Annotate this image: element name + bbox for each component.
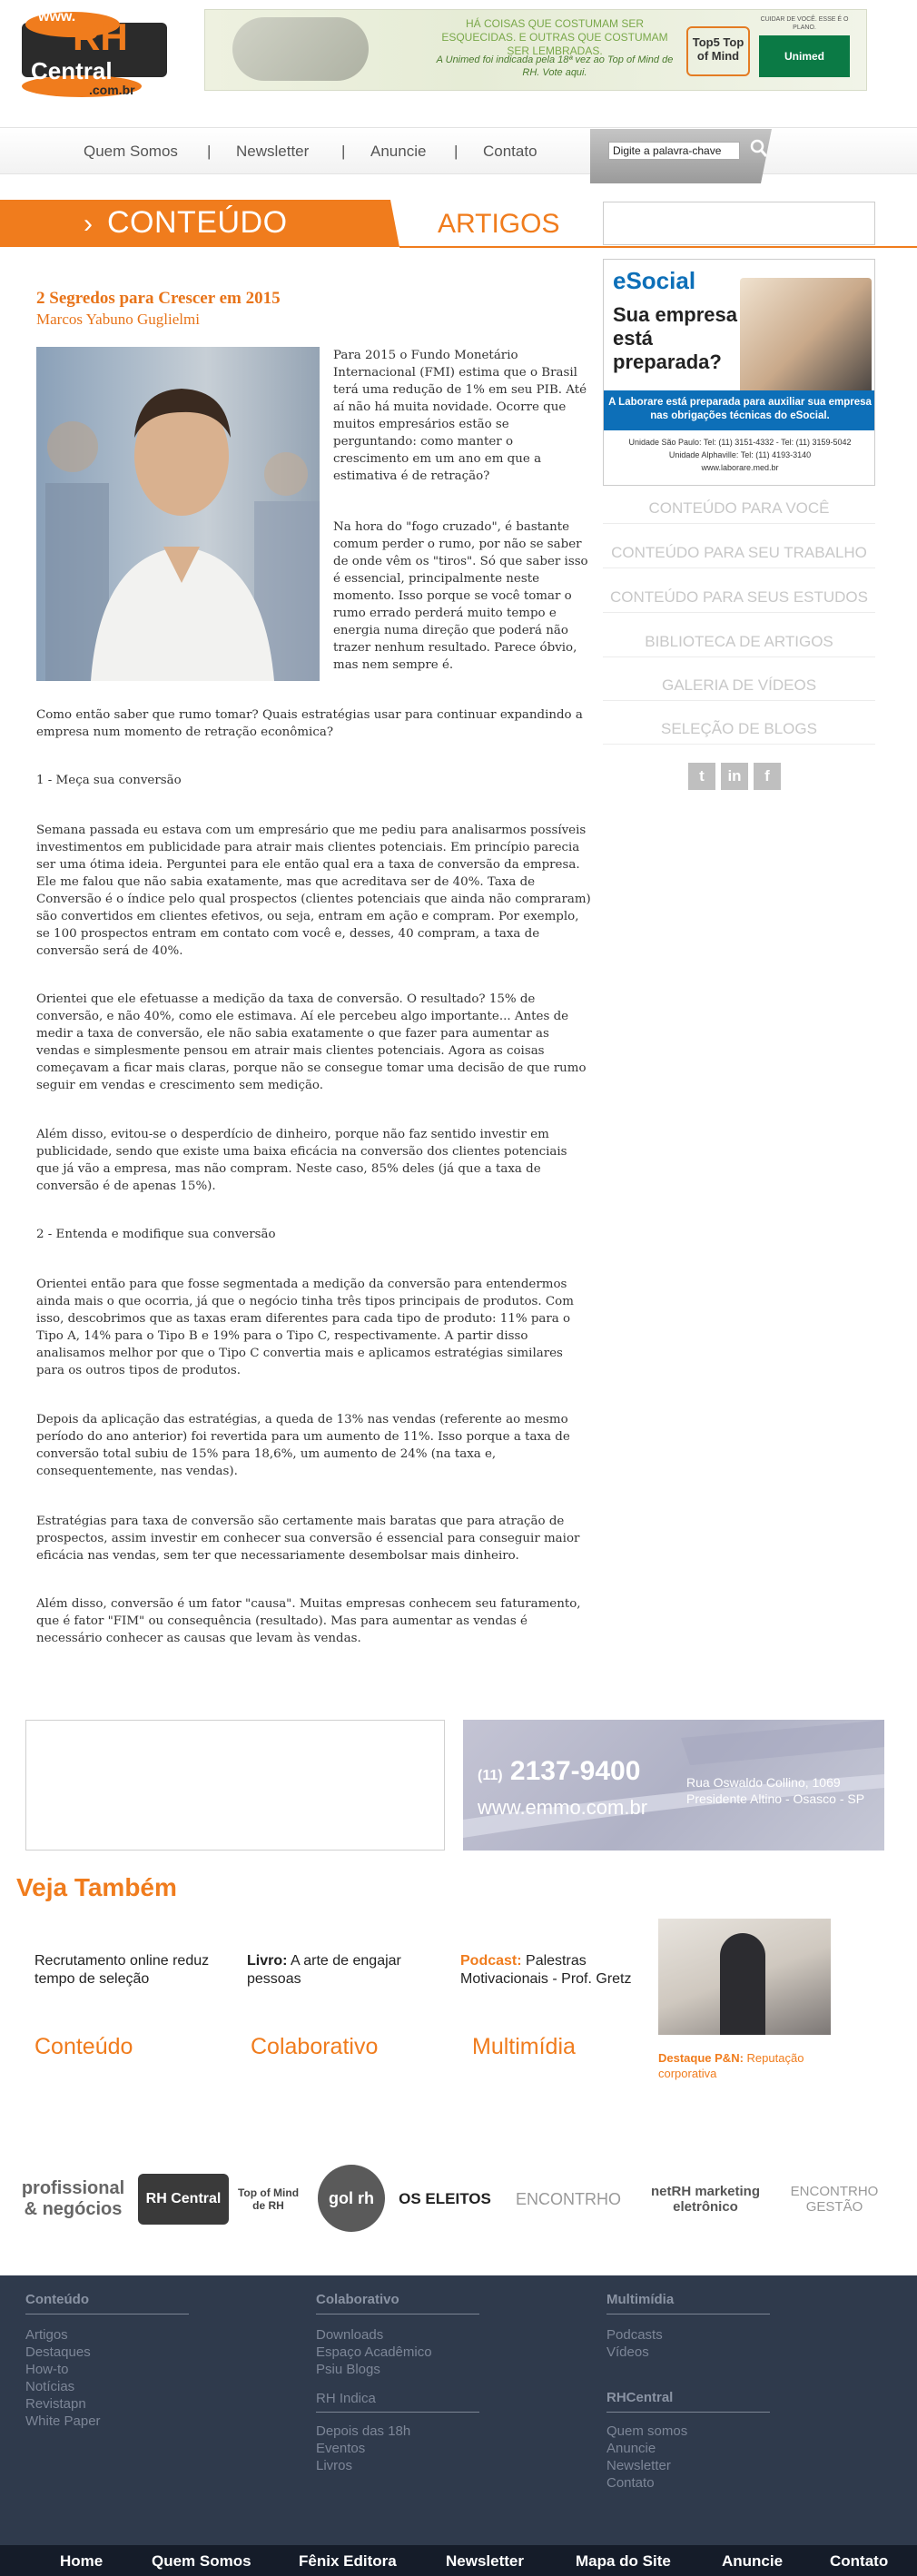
sidebar-empty-box <box>603 202 875 245</box>
footer-link[interactable]: Contato <box>606 2475 655 2491</box>
unimed-name: Unimed <box>759 35 850 77</box>
man-smiling-image <box>36 347 320 681</box>
destaque-text: Reputação corporativa <box>658 2051 804 2080</box>
article-photo <box>36 347 320 681</box>
bottom-nav-fenix[interactable]: Fênix Editora <box>299 2552 397 2570</box>
partner-logo[interactable]: OS ELEITOS <box>399 2190 491 2207</box>
footer-link[interactable]: Quem somos <box>606 2423 688 2439</box>
article-subheading: 2 - Entenda e modifique sua conversão <box>36 1228 276 1241</box>
search-box <box>590 129 772 183</box>
emmo-phone <box>478 1756 640 1787</box>
veja-item-text: Palestras Motivacionais - Prof. Gretz <box>460 1953 632 1987</box>
bottom-nav <box>0 2545 917 2576</box>
footer-link[interactable]: Podcasts <box>606 2327 663 2343</box>
nav-anuncie[interactable]: Anuncie <box>370 143 427 160</box>
footer-rule <box>606 2412 770 2413</box>
footer-link[interactable]: Espaço Acadêmico <box>316 2344 432 2360</box>
destaque-photo[interactable] <box>658 1919 831 2035</box>
bottom-nav-anuncie[interactable]: Anuncie <box>722 2552 784 2570</box>
article-paragraph: Orientei então para que fosse segmentada a medição da conversão para entendermos ainda mais o que ocorria, já que o negócio tinha três tipos principais de produtos. Com isso, descobrimos que as taxas eram diferentes para cada tipo de produto: 11% para o Tipo A, 14% para o Tipo B e 19% para o Tipo C, respectivamente. A partir disso analisamos melhor por que o Tipo C convertia mais e aplicamos estratégias similares para os outros tipos de produtos. <box>36 1278 574 1377</box>
footer-link[interactable]: How-to <box>25 2362 69 2377</box>
footer-heading: Colaborativo <box>316 2292 399 2307</box>
footer-subheading: RH Indica <box>316 2391 376 2406</box>
sidebar-link[interactable]: CONTEÚDO PARA SEUS ESTUDOS <box>603 588 875 613</box>
destaque-link[interactable] <box>658 2050 840 2081</box>
veja-category[interactable]: Conteúdo <box>35 2034 133 2059</box>
logo-rh: RH <box>73 15 128 58</box>
address-line: Presidente Altino - Osasco - SP <box>686 1791 865 1806</box>
keys-image <box>232 17 369 81</box>
emmo-site: www.emmo.com.br <box>478 1796 648 1819</box>
destaque-label: Destaque P&N: <box>658 2051 744 2065</box>
business-people-image <box>740 278 872 405</box>
sidebar-link[interactable]: GALERIA DE VÍDEOS <box>603 676 875 701</box>
sidebar-link[interactable]: CONTEÚDO PARA VOCÊ <box>603 499 875 524</box>
sidebar-link[interactable]: BIBLIOTECA DE ARTIGOS <box>603 633 875 657</box>
person-image <box>720 1933 765 2035</box>
article-title: 2 Segredos para Crescer em 2015 <box>36 289 281 308</box>
article-subheading: 1 - Meça sua conversão <box>36 774 182 787</box>
veja-item-label: Podcast: <box>460 1953 522 1969</box>
article-paragraph: Além disso, conversão é um fator "causa". Muitas empresas conhecem seu faturamento, que é fator "FIM" ou consequência (resultado). Mas para aumentar as vendas é necessário conhecer as causas que levam às vendas. <box>36 1597 581 1645</box>
partner-logo[interactable]: ENCONTRHO GESTÃO <box>790 2184 879 2215</box>
address-line: Unidade São Paulo: Tel: (11) 3151-4332 - Tel: (11) 3159-5042 <box>628 438 852 447</box>
emmo-phone-number: 2137-9400 <box>509 1756 641 1786</box>
chevron-right-icon: › <box>84 209 93 239</box>
facebook-icon[interactable]: f <box>754 763 781 790</box>
footer-link[interactable]: Artigos <box>25 2327 68 2343</box>
logo-central: Central <box>31 57 113 84</box>
esocial-address <box>604 436 875 474</box>
footer-link[interactable]: Newsletter <box>606 2458 671 2473</box>
sidebar-link[interactable]: SELEÇÃO DE BLOGS <box>603 720 875 745</box>
footer-link[interactable]: Revistapn <box>25 2396 86 2412</box>
section-title: CONTEÚDO <box>107 205 288 240</box>
veja-item[interactable] <box>460 1952 642 1989</box>
top5-badge: Top5 Top of Mind <box>686 26 750 76</box>
twitter-icon[interactable]: t <box>688 763 715 790</box>
footer-link[interactable]: Eventos <box>316 2441 366 2456</box>
article-paragraph: Semana passada eu estava com um empresário que me pediu para analisarmos possíveis investimentos em publicidade para atrair mais clientes potenciais. Em princípio parecia ser uma ótima ideia. Perguntei para ele então qual era a taxa de conversão da empresa. Ele me falou que não sabia exatamente, mas que acreditava ser de 40%. Taxa de Conversão é o índice pelo qual prospectos (clientes potenciais que ainda não compraram) são convertidos em clientes efetivos, ou seja, entram em ação e compram. Por exemplo, se 100 prospectos entram em contato com você e, desses, 40 compram, a taxa de conversão será de 40%. <box>36 824 591 958</box>
sidebar-link[interactable]: CONTEÚDO PARA SEU TRABALHO <box>603 544 875 568</box>
nav-separator: | <box>207 143 212 160</box>
veja-title: Veja Também <box>16 1873 177 1901</box>
esocial-band: A Laborare está preparada para auxiliar sua empresa nas obrigações técnicas do eSocial. <box>604 390 875 430</box>
address-line: Rua Oswaldo Collino, 1069 <box>686 1775 841 1790</box>
address-line: Unidade Alphaville: Tel: (11) 4193-3140 <box>668 450 812 459</box>
article-intro-1: Para 2015 o Fundo Monetário Internacional (FMI) estima que o Brasil terá uma redução de 1% em seu PIB. Até aí não há muita novidade. Ocorre que muitos empresários estão se perguntando: como manter o crescimento em um ano em que a estimativa é de retração? <box>333 349 587 483</box>
bottom-nav-quem-somos[interactable]: Quem Somos <box>152 2552 251 2570</box>
veja-item-text: A arte de engajar pessoas <box>247 1953 401 1987</box>
nav-contato[interactable]: Contato <box>483 143 537 160</box>
bottom-nav-home[interactable]: Home <box>60 2552 104 2570</box>
empty-ad-slot <box>25 1720 445 1851</box>
unimed-banner[interactable] <box>204 9 867 91</box>
banner-subline: A Unimed foi indicada pela 18ª vez ao Top of Mind de RH. Vote aqui. <box>436 54 674 78</box>
search-icon[interactable] <box>749 139 769 159</box>
unimed-caption: CUIDAR DE VOCÊ. ESSE É O PLANO. <box>760 16 849 31</box>
veja-item[interactable]: Recrutamento online reduz tempo de seleção <box>35 1953 210 1987</box>
logo-www: www. <box>38 9 76 25</box>
partner-logo[interactable]: ENCONTRHO <box>516 2189 621 2208</box>
footer-link[interactable]: White Paper <box>25 2413 101 2429</box>
article-paragraph: Além disso, evitou-se o desperdício de dinheiro, porque não faz sentido investir em publicidade, sendo que existe uma baixa eficácia na conversão dos clientes potenciais que já vão a empresa, mas não compram. Neste caso, 85% deles (já que a taxa de conversão é de apenas 15%). <box>36 1128 567 1193</box>
partner-logo[interactable]: gol rh <box>318 2165 385 2232</box>
footer-heading: Multimídia <box>606 2292 675 2307</box>
section-subtitle: ARTIGOS <box>438 209 560 239</box>
footer <box>0 2275 917 2545</box>
article-author: Marcos Yabuno Guglielmi <box>36 311 200 328</box>
address-line: www.laborare.med.br <box>701 463 779 472</box>
banner-headline: HÁ COISAS QUE COSTUMAM SER ESQUECIDAS. E OUTRAS QUE COSTUMAM SER LEMBRADAS. <box>441 17 668 57</box>
section-divider <box>399 246 917 248</box>
esocial-ad[interactable] <box>603 259 875 486</box>
esocial-question: Sua empresa está preparada? <box>613 303 737 373</box>
esocial-logo: eSocial <box>613 267 696 294</box>
partner-logo[interactable]: netRH marketing eletrônico <box>650 2184 761 2215</box>
footer-link[interactable]: Downloads <box>316 2327 384 2343</box>
article-intro-2: Na hora do "fogo cruzado", é bastante comum perder o rumo, por não se saber de onde vêm os "tiros". Só que saber isso é essencial, principalmente neste momento. Isso porque se você tomar o rumo errado perderá muito tempo e energia numa direção que poderá não trazer nenhum resultado. Parece óbvio, mas nem sempre é. <box>333 520 588 672</box>
footer-link[interactable]: Anuncie <box>606 2441 656 2456</box>
search-input[interactable] <box>608 142 740 160</box>
nav-quem-somos[interactable]: Quem Somos <box>84 143 178 160</box>
footer-heading: RHCentral <box>606 2390 674 2405</box>
footer-rule <box>316 2412 479 2413</box>
bottom-nav-newsletter[interactable]: Newsletter <box>446 2552 524 2570</box>
logo-combr: .com.br <box>89 83 135 97</box>
emmo-ad[interactable] <box>463 1720 884 1851</box>
nav-separator: | <box>454 143 458 160</box>
article-paragraph: Como então saber que rumo tomar? Quais estratégias usar para continuar expandindo a empresa num momento de retração econômica? <box>36 708 583 739</box>
veja-item-label: Livro: <box>247 1953 288 1969</box>
footer-link[interactable]: Vídeos <box>606 2344 649 2360</box>
partner-logo[interactable]: profissional & negócios <box>21 2178 125 2219</box>
footer-link[interactable]: Notícias <box>25 2379 75 2394</box>
footer-heading: Conteúdo <box>25 2292 89 2307</box>
emmo-phone-prefix: (11) <box>478 1768 503 1783</box>
nav-newsletter[interactable]: Newsletter <box>236 143 310 160</box>
veja-category[interactable]: Multimídia <box>472 2034 576 2059</box>
main-nav <box>0 127 917 174</box>
veja-category[interactable]: Colaborativo <box>251 2034 379 2059</box>
article-paragraph: Depois da aplicação das estratégias, a queda de 13% nas vendas (referente ao mesmo período do ano anterior) foi revertida para um aumento de 11%. Isso porque a taxa de conversão total subiu de 15% para 18,6%, um aumento de 24% (na taxa e, consequentemente, nas vendas). <box>36 1413 570 1478</box>
partner-logo[interactable]: Top of Mind de RH <box>237 2186 300 2212</box>
rhcentral-logo[interactable] <box>18 5 173 100</box>
footer-link[interactable]: Destaques <box>25 2344 91 2360</box>
veja-item[interactable] <box>247 1952 401 1989</box>
emmo-address <box>686 1774 864 1807</box>
partner-logo[interactable]: RH Central <box>138 2174 229 2225</box>
linkedin-icon[interactable]: in <box>721 763 748 790</box>
footer-link[interactable]: Depois das 18h <box>316 2423 411 2439</box>
bottom-nav-mapa[interactable]: Mapa do Site <box>576 2552 671 2570</box>
unimed-logo <box>750 15 859 84</box>
article-paragraph: Orientei que ele efetuasse a medição da taxa de conversão. O resultado? 15% de conversão, e não 40%, como ele estimava. Aí ele percebeu algo importante... Antes de medir a taxa de conversão, ele não sabia exatamente o que fazer para aumentar as vendas e simplesmente pensou em atrair mais clientes potenciais. Agora as coisas começavam a ficar mais claras, porque não se consegue tomar uma decisão de que rumo seguir em vendas e crescimento sem medição. <box>36 992 587 1092</box>
footer-link[interactable]: Psiu Blogs <box>316 2362 380 2377</box>
nav-separator: | <box>341 143 346 160</box>
footer-link[interactable]: Livros <box>316 2458 353 2473</box>
bottom-nav-contato[interactable]: Contato <box>830 2552 889 2570</box>
article-paragraph: Estratégias para taxa de conversão são certamente mais baratas que para atração de prospectos, assim investir em conhecer sua conversão é essencial para conseguir maior eficácia nas vendas, sem ter que necessariamente desembolsar mais dinheiro. <box>36 1515 580 1563</box>
